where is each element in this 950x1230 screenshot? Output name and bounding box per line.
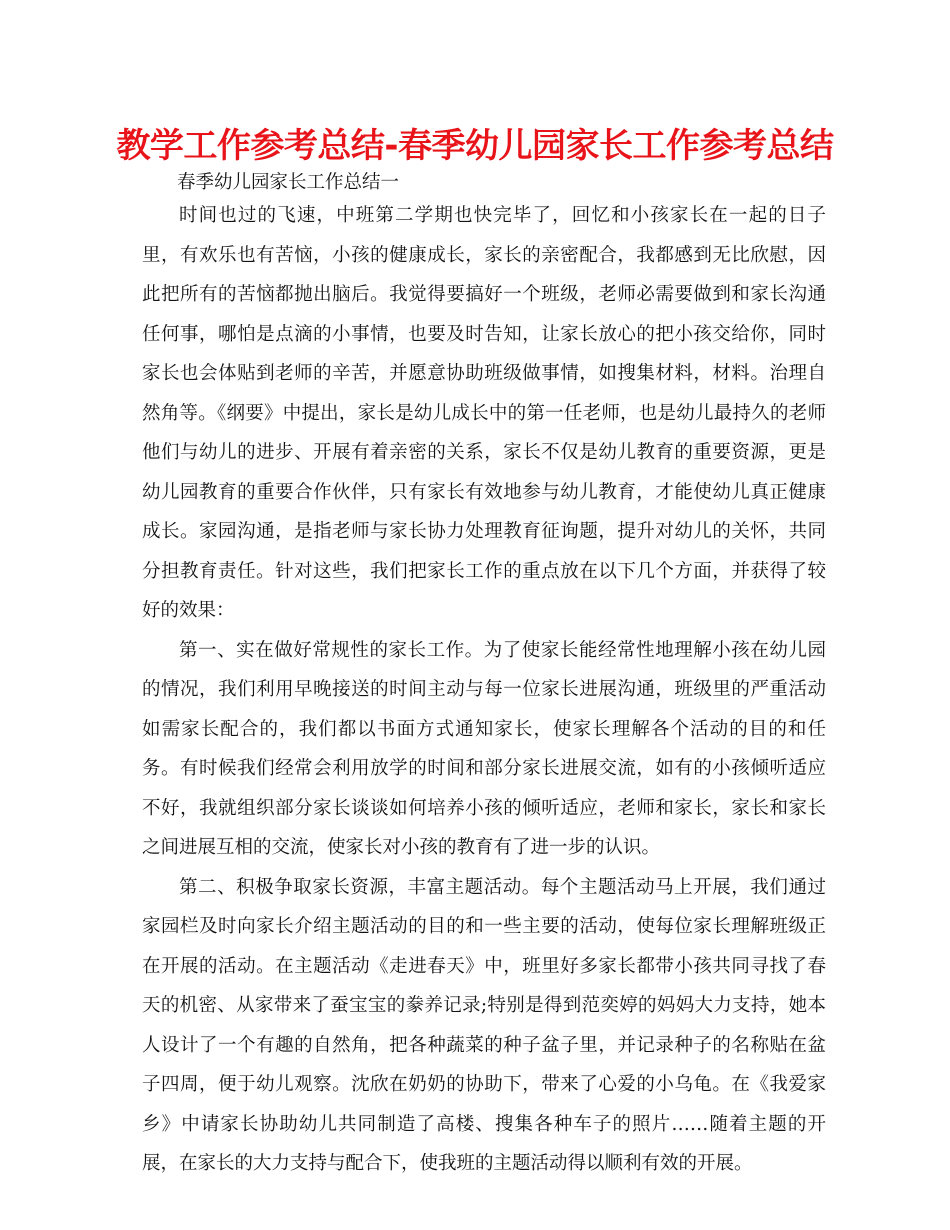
body-paragraph-first-point: 第一、实在做好常规性的家长工作。为了使家长能经常性地理解小孩在幼儿园的情况，我们利用早晚接送的时间主动与每一位家长进展沟通，班级里的严重活动如需家长配合的，我们都以书面方式通知家长，使家长理解各个活动的目的和任务。有时候我们经常会利用放学的时间和部分家长进展交流，如有的小孩倾听适应不好，我就组织部分家长谈谈如何培养小孩的倾听适应，老师和家长，家长和家长之间进展互相的交流，使家长对小孩的教育有了进一步的认识。 [142, 639, 826, 858]
body-paragraph-intro: 时间也过的飞速，中班第二学期也快完毕了，回忆和小孩家长在一起的日子里，有欢乐也有苦恼，小孩的健康成长，家长的亲密配合，我都感到无比欣慰，因此把所有的苦恼都抛出脑后。我觉得要搞好一个班级，老师必需要做到和家长沟通任何事，哪怕是点滴的小事情，也要及时告知，让家长放心的把小孩交给你，同时家长也会体贴到老师的辛苦，并愿意协助班级做事情，如搜集材料，材料。治理自然角等。《纲要》中提出，家长是幼儿成长中的第一任老师，也是幼儿最持久的老师他们与幼儿的进步、开展有着亲密的关系，家长不仅是幼儿教育的重要资源，更是幼儿园教育的重要合作伙伴，只有家长有效地参与幼儿教育，才能使幼儿真正健康成长。家园沟通，是指老师与家长协力处理教育征询题，提升对幼儿的关怀，共同分担教育责任。针对这些，我们把家长工作的重点放在以下几个方面，并获得了较好的效果： [142, 205, 826, 621]
document-body [142, 196, 826, 1184]
document-title: 教学工作参考总结-春季幼儿园家长工作参考总结 [116, 126, 834, 166]
body-paragraph-second-point: 第二、积极争取家长资源，丰富主题活动。每个主题活动马上开展，我们通过家园栏及时向家长介绍主题活动的目的和一些主要的活动，使每位家长理解班级正在开展的活动。在主题活动《走进春天》中，班里好多家长都带小孩共同寻找了春天的机密、从家带来了蚕宝宝的豢养记录;特别是得到范奕婷的妈妈大力支持，她本人设计了一个有趣的自然角，把各种蔬菜的种子盆子里，并记录种子的名称贴在盆子四周，便于幼儿观察。沈欣在奶奶的协助下，带来了心爱的小乌龟。在《我爱家乡》中请家长协助幼儿共同制造了高楼、搜集各种车子的照片……随着主题的开展，在家长的大力支持与配合下，使我班的主题活动得以顺利有效的开展。 [142, 876, 826, 1174]
document-subtitle: 春季幼儿园家长工作总结一 [177, 172, 400, 193]
